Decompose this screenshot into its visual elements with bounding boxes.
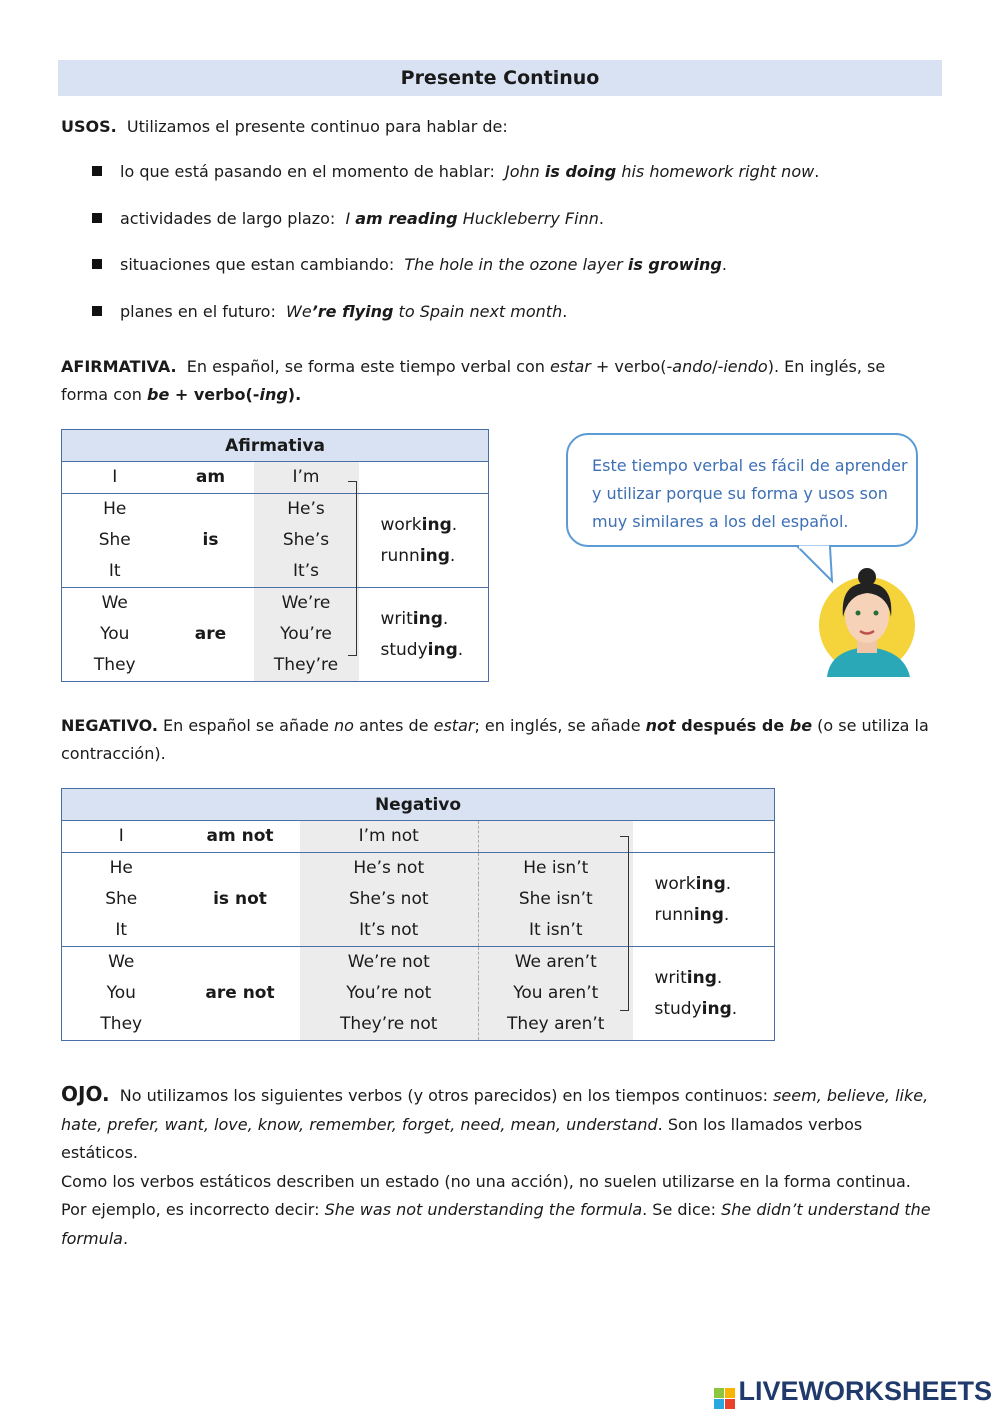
verb-suffix: ing — [427, 639, 458, 660]
text: + verbo(- — [169, 385, 260, 404]
table-row — [62, 853, 775, 885]
text: forma con — [61, 385, 148, 404]
contraction: It’s not — [300, 915, 479, 947]
verb-suffix: ing — [695, 873, 726, 894]
verb-stem: runn — [380, 545, 420, 566]
punct: . — [562, 301, 568, 321]
verb-be: is — [168, 494, 254, 588]
table-row — [62, 588, 489, 620]
verb-be: is not — [181, 853, 300, 947]
text: She didn’t understand the — [721, 1200, 931, 1219]
table-header: Afirmativa — [62, 430, 489, 462]
usos-intro — [61, 113, 941, 141]
pronoun: I — [112, 467, 118, 487]
example-text: The hole in the ozone layer — [404, 255, 628, 274]
verb-stem: writ — [380, 608, 413, 629]
contraction: We’re not — [300, 947, 479, 979]
contraction: He’s — [254, 494, 359, 526]
contraction: She isn’t — [479, 884, 633, 915]
punct: . — [725, 873, 732, 894]
verb-stem: study — [654, 998, 702, 1019]
bracket — [348, 481, 357, 656]
text: ). — [287, 385, 302, 404]
ojo-label: OJO. — [61, 1082, 110, 1106]
punct: . — [449, 545, 456, 566]
text: no — [334, 716, 354, 735]
pronoun: She — [98, 530, 131, 550]
verb-stem: runn — [654, 904, 694, 925]
example-text: his homework right now — [616, 162, 815, 181]
table-row — [62, 462, 489, 494]
text: No utilizamos los siguientes verbos (y otros parecidos) en los tiempos continuos: — [119, 1086, 774, 1105]
punct: . — [451, 514, 458, 535]
contraction: He isn’t — [479, 853, 633, 885]
text: seem, believe, like, — [773, 1086, 929, 1105]
text: después de — [675, 716, 790, 735]
bullet-text: actividades de largo plazo: — [120, 208, 336, 228]
usos-bullet — [92, 207, 604, 231]
text: . — [122, 1228, 129, 1248]
punct: . — [457, 639, 464, 660]
punct: . — [442, 608, 449, 629]
text: antes de — [353, 716, 434, 735]
empty-cell — [633, 821, 775, 853]
pronoun: You — [106, 983, 136, 1003]
text: ing — [259, 385, 288, 404]
contraction: am — [195, 467, 226, 487]
text: + verbo(- — [590, 357, 673, 376]
verb-suffix: ing — [412, 608, 443, 629]
example-text: I — [345, 208, 356, 228]
contraction: You’re — [254, 619, 359, 650]
contraction: She’s — [254, 525, 359, 556]
punct: . — [723, 904, 730, 925]
table-row — [62, 821, 775, 853]
verb-be: are not — [181, 947, 300, 1041]
logo-text: LIVEWORKSHEETS — [738, 1376, 992, 1406]
negativo-paragraph — [61, 712, 941, 768]
verb-suffix: ing — [686, 967, 717, 988]
pronoun: It — [108, 561, 121, 581]
verb-suffix: ing — [701, 998, 732, 1019]
verb-stem: work — [380, 514, 422, 535]
bracket — [620, 836, 629, 1011]
example-verb: ’re flying — [311, 301, 394, 321]
contraction: They’re — [254, 650, 359, 682]
negativo-table — [61, 788, 775, 1041]
usos-bullet — [92, 253, 727, 277]
text: estar — [550, 357, 591, 376]
pronoun: It — [115, 920, 128, 940]
contraction: It’s — [254, 556, 359, 588]
bullet-text: situaciones que estan cambiando: — [120, 255, 395, 274]
pronoun: They — [93, 655, 136, 675]
contraction: She’s not — [300, 884, 479, 915]
pronoun: I — [118, 826, 124, 846]
example-text: to Spain next month — [393, 301, 563, 321]
verb-endings — [359, 494, 489, 588]
table-header: Negativo — [62, 789, 775, 821]
bullet-square-icon — [92, 166, 102, 176]
verb-endings — [633, 853, 775, 947]
pronoun: She — [105, 889, 138, 909]
pronoun: He — [62, 494, 168, 526]
contraction — [479, 821, 633, 853]
bullet-text: planes en el futuro: — [120, 301, 276, 321]
contraction: We aren’t — [479, 947, 633, 979]
pronoun: They — [100, 1014, 143, 1034]
contraction: I’m not — [300, 821, 479, 853]
contraction: am not — [206, 826, 274, 846]
pronoun: We — [62, 947, 181, 979]
text: iendo — [723, 357, 768, 376]
punct: . — [716, 967, 723, 988]
usos-text: Utilizamos el presente continuo para hablar de: — [126, 117, 508, 136]
example-verb: is doing — [544, 162, 617, 181]
speech-bubble: Este tiempo verbal es fácil de aprender y utilizar porque su forma y usos son muy similares a los del español. — [566, 433, 918, 547]
contraction: I’m — [254, 462, 359, 494]
text: En español se añade — [157, 716, 335, 735]
table-row — [62, 947, 775, 979]
bullet-text: lo que está pasando en el momento de hablar: — [120, 162, 495, 181]
punct: . — [814, 162, 820, 181]
example-text: We — [286, 301, 312, 321]
usos-label: USOS. — [61, 117, 117, 136]
verb-suffix: ing — [419, 545, 450, 566]
verb-stem: work — [654, 873, 696, 894]
afirmativa-label: AFIRMATIVA. — [61, 357, 177, 376]
text: Por ejemplo, es incorrecto decir: — [61, 1200, 325, 1219]
pronoun: You — [100, 624, 130, 644]
negativo-label: NEGATIVO. — [61, 716, 158, 735]
text: En español, se forma este tiempo verbal con — [186, 357, 550, 376]
text: ; en inglés, se añade — [474, 716, 646, 735]
logo-icon — [714, 1388, 735, 1409]
teacher-avatar — [770, 545, 930, 685]
text: . Se dice: — [642, 1200, 722, 1219]
text: hate, prefer, want, love, know, remember, forget, need, mean, understand — [61, 1114, 658, 1134]
contraction: They’re not — [300, 1009, 479, 1041]
text: /- — [712, 357, 724, 376]
text: contracción). — [61, 744, 166, 763]
contraction: We’re — [254, 588, 359, 620]
example-verb: is growing — [627, 255, 722, 274]
verb-endings — [359, 588, 489, 682]
bullet-square-icon — [92, 306, 102, 316]
verb-endings — [633, 947, 775, 1041]
text: (o se utiliza la — [812, 716, 929, 735]
contraction: He’s not — [300, 853, 479, 885]
contraction: It isn’t — [479, 915, 633, 947]
pronoun: We — [62, 588, 168, 620]
punct: . — [721, 255, 727, 274]
afirmativa-paragraph — [61, 353, 941, 409]
verb-suffix: ing — [421, 514, 452, 535]
text: She was not understanding the formula — [324, 1200, 643, 1219]
verb-suffix: ing — [693, 904, 724, 925]
example-text: John — [505, 162, 545, 181]
text: not — [645, 716, 676, 735]
afirmativa-table — [61, 429, 489, 682]
pronoun: He — [62, 853, 181, 885]
text: Como los verbos estáticos describen un estado (no una acción), no suelen utilizarse en la forma continua. — [61, 1171, 911, 1191]
text: be — [147, 385, 170, 404]
verb-stem: study — [380, 639, 428, 660]
text: ). En inglés, se — [767, 357, 886, 376]
punct: . — [598, 208, 604, 228]
contraction: You aren’t — [479, 978, 633, 1009]
usos-bullet — [92, 160, 819, 184]
verb-stem: writ — [654, 967, 687, 988]
text: be — [789, 716, 813, 735]
text: estar — [433, 716, 475, 735]
ojo-paragraph — [61, 1080, 941, 1253]
bullet-square-icon — [92, 213, 102, 223]
liveworksheets-logo — [714, 1376, 992, 1409]
example-text: Huckleberry Finn — [457, 208, 599, 228]
punct: . — [731, 998, 738, 1019]
empty-cell — [359, 462, 489, 494]
text: ando — [672, 357, 713, 376]
example-verb: am reading — [355, 208, 458, 228]
text: formula — [61, 1228, 123, 1248]
verb-be: are — [168, 588, 254, 682]
contraction: You’re not — [300, 978, 479, 1009]
usos-bullet — [92, 300, 567, 324]
page-title: Presente Continuo — [58, 60, 942, 96]
contraction: They aren’t — [479, 1009, 633, 1041]
table-row — [62, 494, 489, 526]
bullet-square-icon — [92, 259, 102, 269]
text: . Son los llamados verbos estáticos. — [61, 1114, 863, 1162]
